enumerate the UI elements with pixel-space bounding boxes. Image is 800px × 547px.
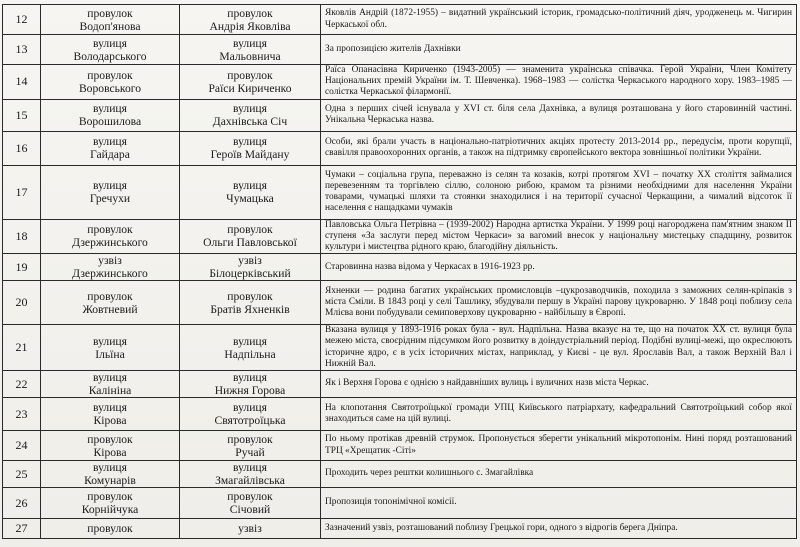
table-row — [3, 371, 797, 398]
row-number: 16 — [3, 131, 41, 165]
old-street-type: вулиця — [93, 102, 127, 116]
table-row — [3, 131, 797, 165]
new-street-type: вулиця — [233, 371, 267, 385]
rationale-text: Яковлів Андрій (1872-1955) – видатний український історик, громадсько-політичний діяч, уродженець м. Чигирин Черкаської обл. — [321, 5, 797, 35]
new-street-type: провулок — [227, 432, 273, 446]
rationale-text: Чумаки – соціальна група, переважно із селян та козаків, котрі протягом XVI – початку XX століття займалися перевезенням та торгівлею сіллю, солоною рибою, крамом та різними необхідними для населення України товарами, чумацькі шляхи та стоянки знаходилися і на території сучасної Черкащини, а чималий відсоток її населення є нащадками чумаків — [321, 165, 797, 219]
old-name-cell — [41, 131, 180, 165]
old-street-type: вулиця — [93, 461, 127, 475]
new-street-type: узвіз — [238, 522, 262, 536]
old-street-type: вулиця — [93, 334, 127, 348]
old-name-cell — [41, 488, 180, 519]
old-street-type: провулок — [87, 432, 133, 446]
old-name-cell — [41, 5, 180, 35]
new-name-cell — [180, 219, 321, 254]
row-number: 25 — [3, 461, 41, 488]
new-street-name: Нижня Горова — [214, 384, 286, 398]
table-row — [3, 461, 797, 488]
new-street-name: Надпільна — [224, 347, 276, 361]
new-street-name: Ручай — [235, 445, 265, 459]
new-name-cell — [180, 431, 321, 461]
row-number: 19 — [3, 254, 41, 281]
new-name-cell — [180, 99, 321, 131]
old-street-type: вулиця — [93, 179, 127, 193]
old-name-cell — [41, 461, 180, 488]
new-street-type: вулиця — [233, 135, 267, 149]
old-street-type: провулок — [87, 223, 133, 237]
new-street-name: Чумацька — [226, 192, 274, 206]
new-street-type: вулиця — [233, 36, 267, 50]
new-name-cell — [180, 461, 321, 488]
rationale-text: Павловська Ольга Петрівна – (1939-2002) Народна артистка України. У 1999 році нагороджена пам'ятним знаком ІІ ступеня «За заслуги перед містом Черкаси» за вагомий внесок у національну мистецьку спадщину, розвиток культури і мистецтва рідного краю, благодійну діяльність. — [321, 219, 797, 254]
rationale-text: Особи, які брали участь в національно-патріотичних акціях протесту 2013-2014 рр., передусім, проти корупції, свавілля правоохоронних органів, а також на підтримку європейського вектора зовнішньої політики України. — [321, 131, 797, 165]
new-street-name: Дахнівська Січ — [212, 115, 288, 129]
new-street-type: узвіз — [238, 254, 262, 268]
new-street-name: Святотроїцька — [214, 414, 286, 428]
row-number: 13 — [3, 35, 41, 65]
row-number: 26 — [3, 488, 41, 519]
old-name-cell — [41, 398, 180, 431]
old-street-name: Водоп'янова — [79, 19, 141, 33]
old-street-type: провулок — [87, 522, 133, 536]
old-name-cell — [41, 219, 180, 254]
table-row — [3, 35, 797, 65]
rationale-text: По ньому протікав древній струмок. Пропонується зберегти унікальний мікротопонім. Нині поряд розташований ТРЦ «Хрещатик -Сіті» — [321, 431, 797, 461]
table-body — [3, 5, 797, 539]
table-row — [3, 165, 797, 219]
old-name-cell — [41, 325, 180, 371]
old-name-cell — [41, 519, 180, 539]
old-street-type: вулиця — [93, 401, 127, 415]
old-name-cell — [41, 281, 180, 325]
table-row — [3, 99, 797, 131]
new-name-cell — [180, 371, 321, 398]
row-number: 15 — [3, 99, 41, 131]
old-street-type: вулиця — [93, 371, 127, 385]
old-street-type: вулиця — [93, 135, 127, 149]
rationale-text: Зазначений узвіз, розташований поблизу Грецької гори, одного з відрогів берега Дніпра. — [321, 519, 797, 539]
old-street-name: Гайдара — [90, 148, 130, 162]
new-name-cell — [180, 5, 321, 35]
new-street-name: Білоцерківський — [209, 267, 291, 281]
rationale-text: Пропозиція топонімічної комісії. — [321, 488, 797, 519]
new-street-name: Січовий — [229, 503, 271, 517]
rationale-text: За пропозицією жителів Дахнівки — [321, 35, 797, 65]
table-row — [3, 65, 797, 100]
row-number: 20 — [3, 281, 41, 325]
new-street-type: вулиця — [233, 179, 267, 193]
old-name-cell — [41, 35, 180, 65]
new-street-type: вулиця — [233, 334, 267, 348]
old-street-type: провулок — [87, 6, 133, 20]
row-number: 27 — [3, 519, 41, 539]
old-street-name: Корнійчука — [81, 503, 139, 517]
table-row — [3, 219, 797, 254]
row-number: 17 — [3, 165, 41, 219]
old-street-type: провулок — [87, 490, 133, 504]
old-street-name: Комунарів — [84, 474, 136, 488]
new-name-cell — [180, 519, 321, 539]
old-street-name: Кірова — [93, 445, 127, 459]
new-street-type: провулок — [227, 490, 273, 504]
new-street-type: провулок — [227, 289, 273, 303]
new-street-name: Братів Яхненків — [210, 302, 290, 316]
new-street-name: Ольги Павловської — [203, 236, 297, 250]
old-street-name: Калініна — [88, 384, 132, 398]
new-street-name: Героїв Майдану — [210, 148, 290, 162]
rationale-text: Яхненки — родина багатих українських промисловців –цукрозаводчиків, походила з заможних селян-кріпаків з міста Сміли. В 1843 році у селі Ташлику, збудували першу в Україні парову цукроварню. У 1848 році поблизу села Млієва вони побудували семиповерхову цукроварню - найбільшу в Європі. — [321, 281, 797, 325]
table-row — [3, 488, 797, 519]
new-street-name: Мальовнича — [219, 49, 281, 63]
rationale-text: Вказана вулиця у 1893-1916 роках була - вул. Надпільна. Назва вказує на те, що на початок XX ст. вулиця була межею міста, своєрідним підсумком його розвитку в доіндустріальний період. Подібні вулиці-межі, що окреслюють історичне ядро, є в усіх історичних містах, наприклад, у Києві - це вул. Ярославів Вал, а також Верхній Вал і Нижній Вал. — [321, 325, 797, 371]
new-street-type: провулок — [227, 6, 273, 20]
table-row — [3, 254, 797, 281]
row-number: 22 — [3, 371, 41, 398]
new-name-cell — [180, 35, 321, 65]
new-name-cell — [180, 165, 321, 219]
old-street-type: провулок — [87, 68, 133, 82]
rationale-text: Раїса Опанасівна Кириченко (1943-2005) — знаменита українська співачка. Герой України, Член Комітету Національних премій України ім. Т. Шевченка). 1968–1983 — солістка Черкаського народного хору. 1983–1985 — солістка Черкаської філармонії. — [321, 65, 797, 100]
new-name-cell — [180, 65, 321, 100]
old-name-cell — [41, 99, 180, 131]
old-street-name: Володарського — [73, 49, 147, 63]
new-street-name: Змагайлівська — [215, 474, 285, 488]
row-number: 23 — [3, 398, 41, 431]
old-street-type: провулок — [87, 289, 133, 303]
row-number: 12 — [3, 5, 41, 35]
new-street-type: провулок — [227, 68, 273, 82]
rationale-text: Одна з перших січей існувала у XVI ст. біля села Дахнівка, а вулиця розташована у його старовинній частині. Унікальна Черкаська назва. — [321, 99, 797, 131]
old-street-type: вулиця — [93, 36, 127, 50]
row-number: 21 — [3, 325, 41, 371]
row-number: 24 — [3, 431, 41, 461]
old-street-name: Кірова — [93, 414, 127, 428]
old-street-name: Ільїна — [95, 347, 125, 361]
new-street-type: провулок — [227, 223, 273, 237]
old-street-name: Дзержинського — [72, 267, 148, 281]
new-name-cell — [180, 131, 321, 165]
table-row — [3, 5, 797, 35]
row-number: 14 — [3, 65, 41, 100]
new-name-cell — [180, 281, 321, 325]
new-street-name: Андрія Яковліва — [209, 19, 291, 33]
old-street-type: узвіз — [98, 254, 122, 268]
old-name-cell — [41, 65, 180, 100]
rationale-text: Як і Верхня Горова є однією з найдавніших вулиць і вуличних назв міста Черкас. — [321, 371, 797, 398]
old-street-name: Жовтневий — [82, 302, 138, 316]
new-street-name: Раїси Кириченко — [208, 81, 292, 95]
new-street-type: вулиця — [233, 102, 267, 116]
new-name-cell — [180, 398, 321, 431]
table-row — [3, 281, 797, 325]
old-street-name: Воровського — [78, 81, 142, 95]
old-street-name: Дзержинського — [72, 236, 148, 250]
old-name-cell — [41, 431, 180, 461]
row-number: 18 — [3, 219, 41, 254]
new-name-cell — [180, 488, 321, 519]
old-name-cell — [41, 165, 180, 219]
old-name-cell — [41, 254, 180, 281]
new-street-type: вулиця — [233, 461, 267, 475]
old-street-name: Ворошилова — [78, 115, 142, 129]
street-renaming-table — [2, 4, 797, 539]
rationale-text: Старовинна назва відома у Черкасах в 1916-1923 рр. — [321, 254, 797, 281]
new-name-cell — [180, 325, 321, 371]
table-row — [3, 398, 797, 431]
old-street-name: Гречухи — [89, 192, 131, 206]
table-row — [3, 519, 797, 539]
rationale-text: На клопотання Святотроїцької громади УПЦ Київського патріархату, кафедральний Святотроїцький собор якої знаходиться саме на цій вулиці. — [321, 398, 797, 431]
new-name-cell — [180, 254, 321, 281]
table-row — [3, 325, 797, 371]
new-street-type: вулиця — [233, 401, 267, 415]
rationale-text: Проходить через рештки колишнього с. Змагайлівка — [321, 461, 797, 488]
table-row — [3, 431, 797, 461]
old-name-cell — [41, 371, 180, 398]
